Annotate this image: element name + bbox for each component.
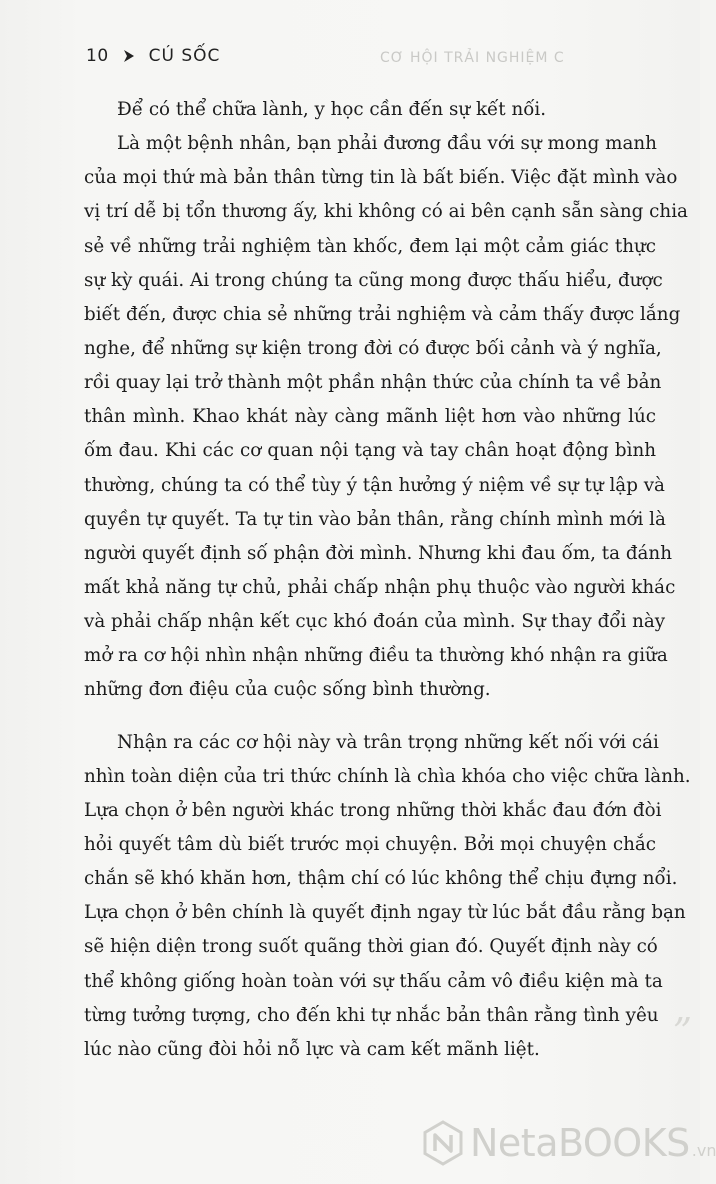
bleed-through-quote-mark: ” (672, 1010, 692, 1054)
netabooks-logo-icon (420, 1120, 466, 1166)
text-line: Là một bệnh nhân, bạn phải đương đầu với sự mong manh (117, 133, 657, 155)
text-line: mất khả năng tự chủ, phải chấp nhận phụ thuộc vào người khác (84, 576, 676, 598)
text-line: sẽ hiện diện trong suốt quãng thời gian đó. Quyết định này có (84, 936, 658, 958)
text-line: lúc nào cũng đòi hỏi nỗ lực và cam kết mãnh liệt. (84, 1038, 540, 1060)
watermark-suffix: .vn (691, 1140, 716, 1160)
paragraph (84, 93, 656, 127)
page-number: 10 (86, 46, 109, 66)
text-line: người quyết định số phận đời mình. Nhưng khi đau ốm, ta đánh (84, 542, 672, 564)
running-header (86, 46, 220, 66)
text-line: thân mình. Khao khát này càng mãnh liệt hơn vào những lúc (84, 406, 656, 428)
text-line: Lựa chọn ở bên chính là quyết định ngay từ lúc bắt đầu rằng bạn (84, 902, 686, 924)
text-line: thường, chúng ta có thể tùy ý tận hưởng ý niệm về sự tự lập và (84, 474, 665, 496)
text-line: sự kỳ quái. Ai trong chúng ta cũng mong được thấu hiểu, được (84, 269, 663, 291)
text-line: Để có thể chữa lành, y học cần đến sự kết nối. (117, 99, 547, 120)
chapter-title: CÚ SỐC (148, 46, 221, 66)
text-line: Nhận ra các cơ hội này và trân trọng những kết nối với cái (117, 731, 659, 753)
watermark (420, 1120, 716, 1166)
text-line: mở ra cơ hội nhìn nhận những điều ta thường khó nhận ra giữa (84, 645, 668, 667)
text-line: hỏi quyết tâm dù biết trước mọi chuyện. Bởi mọi chuyện chắc (84, 833, 656, 855)
text-line: Lựa chọn ở bên người khác trong những thời khắc đau đớn đòi (84, 799, 662, 821)
text-line: quyền tự quyết. Ta tự tin vào bản thân, rằng chính mình mới là (84, 508, 666, 530)
text-line: nhìn toàn diện của tri thức chính là chìa khóa cho việc chữa lành. (84, 765, 691, 787)
text-line: vị trí dễ bị tổn thương ấy, khi không có ai bên cạnh sẵn sàng chia (84, 201, 688, 223)
text-line: từng tưởng tượng, cho đến khi tự nhắc bản thân rằng tình yêu (84, 1004, 659, 1026)
text-line: biết đến, được chia sẻ những trải nghiệm và cảm thấy được lắng (84, 303, 681, 325)
text-line: của mọi thứ mà bản thân từng tin là bất biến. Việc đặt mình vào (84, 167, 678, 189)
watermark-brand: NetaBOOKS (470, 1121, 690, 1165)
paragraph (84, 127, 688, 707)
text-line: những đơn điệu của cuộc sống bình thường. (84, 679, 491, 701)
text-line: và phải chấp nhận kết cục khó đoán của mình. Sự thay đổi này (84, 611, 666, 633)
paragraph (84, 726, 691, 1067)
text-line: chắn sẽ khó khăn hơn, thậm chí có lúc không thể chịu đựng nổi. (84, 868, 678, 890)
text-line: ốm đau. Khi các cơ quan nội tạng và tay chân hoạt động bình (84, 440, 656, 462)
text-line: sẻ về những trải nghiệm tàn khốc, đem lại một cảm giác thực (84, 235, 656, 257)
bleed-through-title: CƠ HỘI TRẢI NGHIỆM C (380, 50, 565, 66)
body-text (84, 93, 691, 1067)
chevron-right-icon (123, 49, 135, 63)
text-line: thể không giống hoàn toàn với sự thấu cảm vô điều kiện mà ta (84, 970, 663, 992)
text-line: rồi quay lại trở thành một phần nhận thức của chính ta về bản (84, 372, 662, 394)
text-line: nghe, để những sự kiện trong đời có được bối cảnh và ý nghĩa, (84, 337, 662, 359)
paragraph-gap (84, 708, 656, 726)
